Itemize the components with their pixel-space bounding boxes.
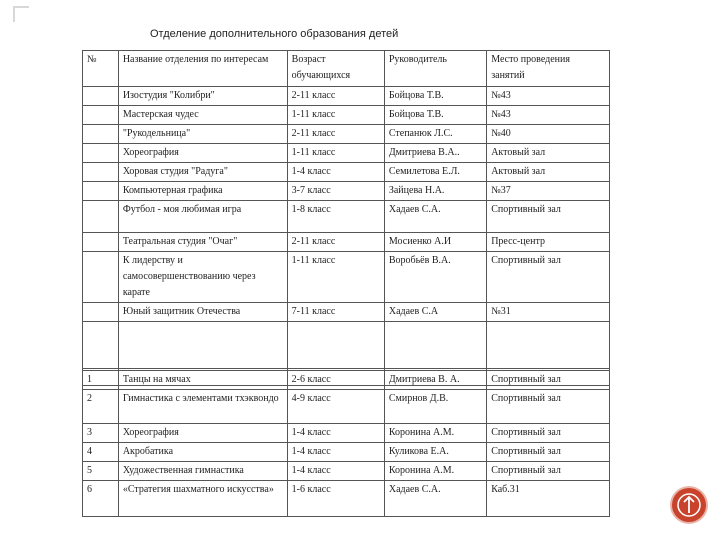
table-cell: Куликова Е.А. [384, 443, 486, 462]
table-cell: Хадаев С.А. [384, 201, 486, 233]
table-row [83, 424, 610, 443]
table-cell: Изостудия "Колибри" [118, 87, 287, 106]
table-cell: 2-11 класс [287, 87, 384, 106]
header-cell: Возраст обучающихся [287, 51, 384, 87]
table-cell [83, 125, 119, 144]
table-row [83, 106, 610, 125]
table-row [83, 182, 610, 201]
table-cell: 3 [83, 424, 119, 443]
table-cell: Компьютерная графика [118, 182, 287, 201]
table-cell: 2-6 класс [287, 371, 384, 390]
table-row [83, 443, 610, 462]
table-cell [83, 201, 119, 233]
table-cell: Хадаев С.А. [384, 481, 486, 517]
table-cell [118, 322, 287, 369]
table-cell: 2-11 класс [287, 233, 384, 252]
table-row [83, 252, 610, 303]
sports-programs-table [82, 370, 610, 517]
programs-table [82, 50, 610, 386]
table-cell: 1-4 класс [287, 443, 384, 462]
corner-decoration-vertical [13, 6, 15, 22]
table-cell: №31 [487, 303, 610, 322]
table-cell [83, 233, 119, 252]
table-cell: 4 [83, 443, 119, 462]
table-cell: Каб.31 [487, 481, 610, 517]
table-cell: Спортивный зал [487, 424, 610, 443]
table-cell: 1-4 класс [287, 462, 384, 481]
table-cell: Воробьёв В.А. [384, 252, 486, 303]
emblem-icon [672, 488, 706, 522]
table-cell [83, 106, 119, 125]
table-cell: Хореография [118, 424, 287, 443]
table-cell: "Рукодельница" [118, 125, 287, 144]
table-row [83, 481, 610, 517]
table-cell: Смирнов Д.В. [384, 390, 486, 424]
table-cell: Актовый зал [487, 144, 610, 163]
table-cell: Хоровая студия "Радуга" [118, 163, 287, 182]
table-cell: №43 [487, 87, 610, 106]
table-cell [487, 322, 610, 369]
table-cell [83, 303, 119, 322]
table-cell: №40 [487, 125, 610, 144]
page-title: Отделение дополнительного образования детей [150, 28, 399, 40]
table-cell: Дмитриева В.А.. [384, 144, 486, 163]
table-cell: Зайцева Н.А. [384, 182, 486, 201]
table-cell: Акробатика [118, 443, 287, 462]
table-cell: Спортивный зал [487, 201, 610, 233]
table-cell: Степанюк Л.С. [384, 125, 486, 144]
table-cell: Гимнастика с элементами тхэквондо [118, 390, 287, 424]
table-cell: 1-8 класс [287, 201, 384, 233]
header-cell: Название отделения по интересам [118, 51, 287, 87]
table-cell: 2 [83, 390, 119, 424]
corner-decoration-horizontal [13, 6, 29, 8]
table-row [83, 303, 610, 322]
table-row [83, 462, 610, 481]
table-cell: Хореография [118, 144, 287, 163]
table-row [83, 125, 610, 144]
table-cell [83, 163, 119, 182]
table-cell: Спортивный зал [487, 371, 610, 390]
table-cell: Пресс-центр [487, 233, 610, 252]
table-cell: Спортивный зал [487, 252, 610, 303]
table-cell [83, 322, 119, 369]
table-cell: 1-4 класс [287, 163, 384, 182]
table-row [83, 201, 610, 233]
table-cell: 1-4 класс [287, 424, 384, 443]
table-row [83, 322, 610, 369]
table-cell: Театральная студия "Очаг" [118, 233, 287, 252]
table-cell: 4-9 класс [287, 390, 384, 424]
table-cell: Бойцова Т.В. [384, 106, 486, 125]
table-cell: «Стратегия шахматного искусства» [118, 481, 287, 517]
table-cell: Мосиенко А.И [384, 233, 486, 252]
table-cell: К лидерству и самосовершенствованию через карате [118, 252, 287, 303]
table-cell: Юный защитник Отечества [118, 303, 287, 322]
table-cell: Спортивный зал [487, 443, 610, 462]
table-cell: 5 [83, 462, 119, 481]
table-cell [83, 252, 119, 303]
table-cell: Семилетова Е.Л. [384, 163, 486, 182]
table-row [83, 163, 610, 182]
table-cell: Хадаев С.А [384, 303, 486, 322]
table-row [83, 390, 610, 424]
table-row [83, 371, 610, 390]
table-header-row [83, 51, 610, 87]
table-cell [384, 322, 486, 369]
table-cell: Танцы на мячах [118, 371, 287, 390]
table-cell: 1-6 класс [287, 481, 384, 517]
table-cell [83, 182, 119, 201]
table-cell: Бойцова Т.В. [384, 87, 486, 106]
table-row [83, 144, 610, 163]
table-cell: №43 [487, 106, 610, 125]
table-cell: Художественная гимнастика [118, 462, 287, 481]
table-cell: 1 [83, 371, 119, 390]
table-cell: Коронина А.М. [384, 462, 486, 481]
table-cell: Мастерская чудес [118, 106, 287, 125]
table-cell [83, 144, 119, 163]
header-cell: Место проведения занятий [487, 51, 610, 87]
table-cell: 7-11 класс [287, 303, 384, 322]
table-cell: Футбол - моя любимая игра [118, 201, 287, 233]
table-cell: 3-7 класс [287, 182, 384, 201]
table-cell [83, 87, 119, 106]
table-cell [287, 322, 384, 369]
table-cell: Спортивный зал [487, 390, 610, 424]
table-cell: Дмитриева В. А. [384, 371, 486, 390]
table-row [83, 87, 610, 106]
table-cell: 1-11 класс [287, 106, 384, 125]
table-cell: 2-11 класс [287, 125, 384, 144]
table-cell: Коронина А.М. [384, 424, 486, 443]
header-cell: Руководитель [384, 51, 486, 87]
table-cell: №37 [487, 182, 610, 201]
table-cell: 6 [83, 481, 119, 517]
table-cell: 1-11 класс [287, 252, 384, 303]
header-cell: № [83, 51, 119, 87]
table-cell: Актовый зал [487, 163, 610, 182]
table-row [83, 233, 610, 252]
table-cell: Спортивный зал [487, 462, 610, 481]
table-cell: 1-11 класс [287, 144, 384, 163]
